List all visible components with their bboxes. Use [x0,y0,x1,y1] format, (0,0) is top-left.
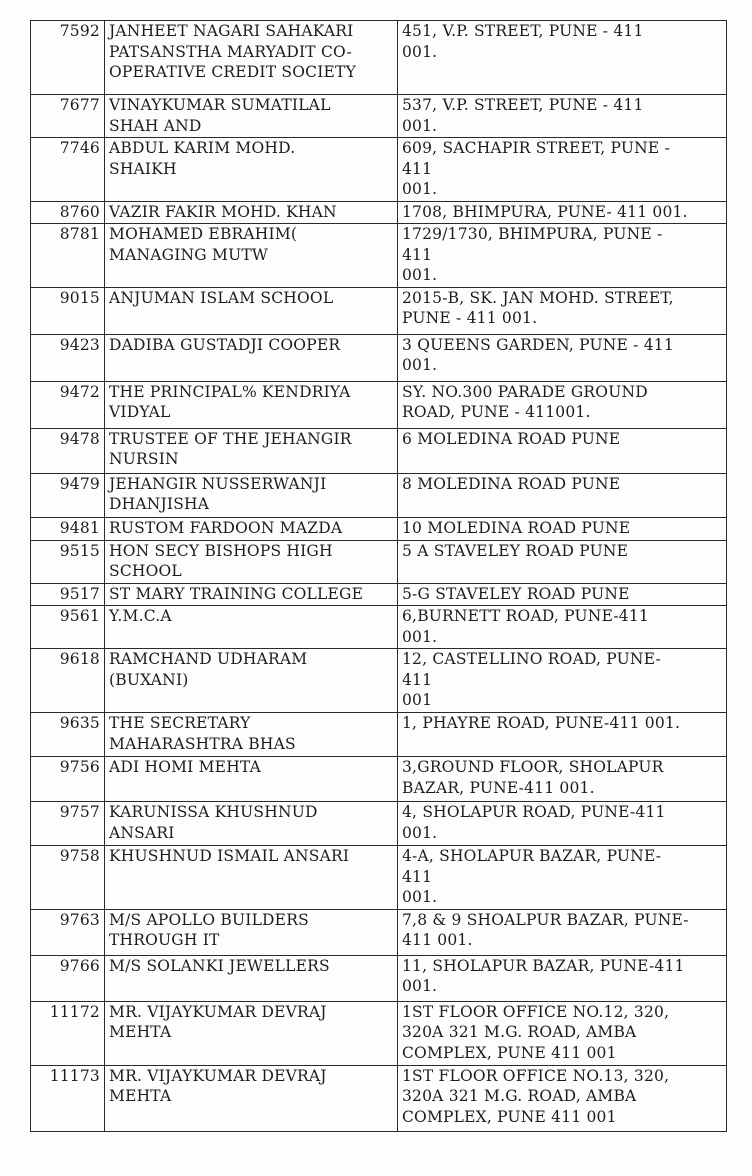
table-row [31,1001,727,1065]
holder-name-line: RAMCHAND UDHARAM [109,650,308,668]
table-row [31,757,727,802]
address-cell [398,606,727,649]
address-line: 001. [402,888,438,906]
address-line: 1ST FLOOR OFFICE NO.13, 320, [402,1066,670,1085]
address-cell [398,21,727,95]
record-number-cell [31,334,105,381]
holder-name-line: MEHTA [109,1087,172,1105]
address-cell [398,757,727,802]
address-line: 6 MOLEDINA ROAD PUNE [402,429,621,448]
record-number: 9515 [59,541,100,560]
address-line: PUNE - 411 001. [402,309,538,327]
table-row [31,606,727,649]
address-line: 609, SACHAPIR STREET, PUNE - [402,139,671,157]
address-line: COMPLEX, PUNE 411 001 [402,1043,617,1062]
record-number-cell [31,473,105,517]
address-cell [398,381,727,428]
address-line: 001. [402,627,438,646]
holder-name-cell [105,224,398,288]
holder-name-cell [105,95,398,138]
record-number: 9561 [59,607,100,625]
holder-name-line: M/S SOLANKI JEWELLERS [109,956,330,975]
table-row [31,334,727,381]
holder-name-line: SCHOOL [109,562,182,580]
holder-name-line: ANJUMAN ISLAM SCHOOL [109,288,334,307]
holder-name-cell [105,757,398,802]
address-cell [398,201,727,224]
holder-name-line: DADIBA GUSTADJI COOPER [109,335,341,354]
address-cell [398,713,727,757]
address-cell [398,649,727,713]
holder-name-cell [105,334,398,381]
holder-name-line: VAZIR FAKIR MOHD. KHAN [109,202,337,221]
record-number: 7677 [59,96,100,114]
address-cell [398,583,727,606]
address-line: 537, V.P. STREET, PUNE - 411 [402,96,644,114]
record-number: 11173 [49,1066,100,1085]
records-table-body [31,21,727,1132]
record-number: 9478 [59,429,100,448]
holder-name-cell [105,540,398,583]
address-line: 411 [402,159,433,178]
record-number: 9635 [59,714,100,732]
holder-name-line: HON SECY BISHOPS HIGH [109,541,333,560]
table-row [31,649,727,713]
holder-name-cell [105,583,398,606]
holder-name-line: MAHARASHTRA BHAS [109,734,296,753]
record-number: 8760 [59,202,100,221]
holder-name-line: (BUXANI) [109,670,189,689]
record-number-cell [31,846,105,910]
holder-name-line: SHAH AND [109,116,202,135]
record-number: 9763 [59,910,100,929]
address-line: 8 MOLEDINA ROAD PUNE [402,474,621,493]
record-number-cell [31,713,105,757]
record-number: 7746 [59,139,100,157]
address-line: 001. [402,356,438,374]
address-line: 7,8 & 9 SHOALPUR BAZAR, PUNE- [402,910,689,929]
record-number-cell [31,1001,105,1065]
holder-name-cell [105,606,398,649]
address-line: 001. [402,180,438,198]
address-cell [398,955,727,1001]
holder-name-line: PATSANSTHA MARYADIT CO- [109,42,352,61]
holder-name-line: NURSIN [109,450,179,468]
address-line: 3,GROUND FLOOR, SHOLAPUR [402,758,664,776]
holder-name-cell [105,713,398,757]
holder-name-cell [105,1001,398,1065]
holder-name-line: MOHAMED EBRAHIM( [109,225,298,243]
holder-name-line: SHAIKH [109,159,177,178]
table-row [31,21,727,95]
record-number: 9423 [59,335,100,354]
address-cell [398,909,727,955]
holder-name-line: MR. VIJAYKUMAR DEVRAJ [109,1066,327,1085]
table-row [31,138,727,202]
address-line: 4, SHOLAPUR ROAD, PUNE-411 [402,803,666,821]
table-row [31,95,727,138]
address-cell [398,287,727,334]
address-line: 001. [402,977,438,995]
holder-name-line: JEHANGIR NUSSERWANJI [109,474,327,493]
record-number-cell [31,95,105,138]
record-number-cell [31,224,105,288]
address-line: 10 MOLEDINA ROAD PUNE [402,518,631,537]
address-line: 12, CASTELLINO ROAD, PUNE- [402,650,661,668]
table-row [31,846,727,910]
address-line: 001. [402,42,438,61]
record-number-cell [31,201,105,224]
address-line: 001. [402,266,438,284]
holder-name-cell [105,201,398,224]
address-cell [398,224,727,288]
address-line: SY. NO.300 PARADE GROUND [402,382,648,401]
holder-name-line: THE PRINCIPAL% KENDRIYA [109,382,351,401]
record-number-cell [31,21,105,95]
holder-name-line: KHUSHNUD ISMAIL ANSARI [109,847,350,865]
record-number: 7592 [59,22,100,40]
address-line: 2015-B, SK. JAN MOHD. STREET, [402,288,674,307]
table-row [31,955,727,1001]
record-number: 9618 [59,650,100,668]
record-number-cell [31,909,105,955]
address-line: 411 [402,670,433,689]
record-number: 11172 [49,1002,100,1021]
address-cell [398,517,727,540]
holder-name-cell [105,649,398,713]
table-row [31,287,727,334]
holder-name-cell [105,846,398,910]
holder-name-line: VINAYKUMAR SUMATILAL [109,96,331,114]
records-table [30,20,727,1132]
holder-name-line: TRUSTEE OF THE JEHANGIR [109,429,352,448]
record-number-cell [31,517,105,540]
address-line: 1ST FLOOR OFFICE NO.12, 320, [402,1002,670,1021]
address-line: 1729/1730, BHIMPURA, PUNE - [402,225,663,243]
table-row [31,428,727,473]
holder-name-line: JANHEET NAGARI SAHAKARI [109,22,354,40]
record-number-cell [31,287,105,334]
address-line: BAZAR, PUNE-411 001. [402,778,595,797]
address-cell [398,1065,727,1131]
holder-name-cell [105,287,398,334]
holder-name-line: THROUGH IT [109,931,220,949]
address-cell [398,428,727,473]
table-row [31,1065,727,1131]
address-line: 1708, BHIMPURA, PUNE- 411 001. [402,202,688,221]
address-line: ROAD, PUNE - 411001. [402,403,591,421]
address-line: 411 [402,245,433,264]
address-line: 5-G STAVELEY ROAD PUNE [402,584,630,603]
table-row [31,473,727,517]
record-number-cell [31,540,105,583]
holder-name-cell [105,473,398,517]
table-row [31,381,727,428]
record-number-cell [31,1065,105,1131]
address-cell [398,473,727,517]
holder-name-line: OPERATIVE CREDIT SOCIETY [109,63,357,81]
table-row [31,517,727,540]
record-number: 9756 [59,758,100,776]
table-row [31,224,727,288]
address-cell [398,138,727,202]
holder-name-cell [105,428,398,473]
holder-name-line: ANSARI [109,823,175,842]
holder-name-line: THE SECRETARY [109,714,251,732]
address-cell [398,802,727,846]
table-row [31,713,727,757]
table-row [31,540,727,583]
holder-name-line: ABDUL KARIM MOHD. [109,139,296,157]
record-number-cell [31,381,105,428]
holder-name-cell [105,909,398,955]
holder-name-line: VIDYAL [109,403,171,421]
record-number-cell [31,606,105,649]
holder-name-line: MR. VIJAYKUMAR DEVRAJ [109,1002,327,1021]
address-line: 5 A STAVELEY ROAD PUNE [402,541,629,560]
holder-name-cell [105,138,398,202]
address-line: 320A 321 M.G. ROAD, AMBA [402,1023,637,1041]
record-number: 9766 [59,956,100,975]
holder-name-cell [105,21,398,95]
address-line: 001. [402,823,438,842]
address-line: 001 [402,691,433,709]
record-number-cell [31,138,105,202]
record-number-cell [31,955,105,1001]
holder-name-line: MEHTA [109,1023,172,1041]
address-line: 001. [402,116,438,135]
address-cell [398,1001,727,1065]
holder-name-line: DHANJISHA [109,495,210,513]
holder-name-line: ST MARY TRAINING COLLEGE [109,584,364,603]
record-number: 9481 [59,518,100,537]
address-cell [398,846,727,910]
address-line: 451, V.P. STREET, PUNE - 411 [402,22,644,40]
record-number: 9479 [59,474,100,493]
holder-name-cell [105,1065,398,1131]
address-line: 11, SHOLAPUR BAZAR, PUNE-411 [402,956,685,975]
holder-name-cell [105,955,398,1001]
table-row [31,909,727,955]
record-number-cell [31,757,105,802]
record-number: 9472 [59,382,100,401]
record-number-cell [31,802,105,846]
table-row [31,583,727,606]
holder-name-line: Y.M.C.A [109,607,172,625]
table-row [31,802,727,846]
holder-name-line: MANAGING MUTW [109,245,269,264]
address-line: 320A 321 M.G. ROAD, AMBA [402,1087,637,1105]
holder-name-cell [105,381,398,428]
record-number-cell [31,428,105,473]
address-cell [398,95,727,138]
record-number-cell [31,583,105,606]
address-line: 6,BURNETT ROAD, PUNE-411 [402,607,649,625]
record-number-cell [31,649,105,713]
record-number: 9758 [59,847,100,865]
record-number: 9015 [59,288,100,307]
address-line: 3 QUEENS GARDEN, PUNE - 411 [402,335,674,354]
table-row [31,201,727,224]
record-number: 9757 [59,803,100,821]
holder-name-line: KARUNISSA KHUSHNUD [109,803,318,821]
address-line: 411 [402,867,433,886]
address-cell [398,334,727,381]
address-line: 4-A, SHOLAPUR BAZAR, PUNE- [402,847,662,865]
address-cell [398,540,727,583]
record-number: 8781 [59,225,100,243]
address-line: COMPLEX, PUNE 411 001 [402,1107,617,1126]
address-line: 411 001. [402,931,473,949]
holder-name-line: ADI HOMI MEHTA [109,758,262,776]
holder-name-line: RUSTOM FARDOON MAZDA [109,518,343,537]
holder-name-line: M/S APOLLO BUILDERS [109,910,309,929]
holder-name-cell [105,802,398,846]
address-line: 1, PHAYRE ROAD, PUNE-411 001. [402,714,681,732]
holder-name-cell [105,517,398,540]
record-number: 9517 [59,584,100,603]
